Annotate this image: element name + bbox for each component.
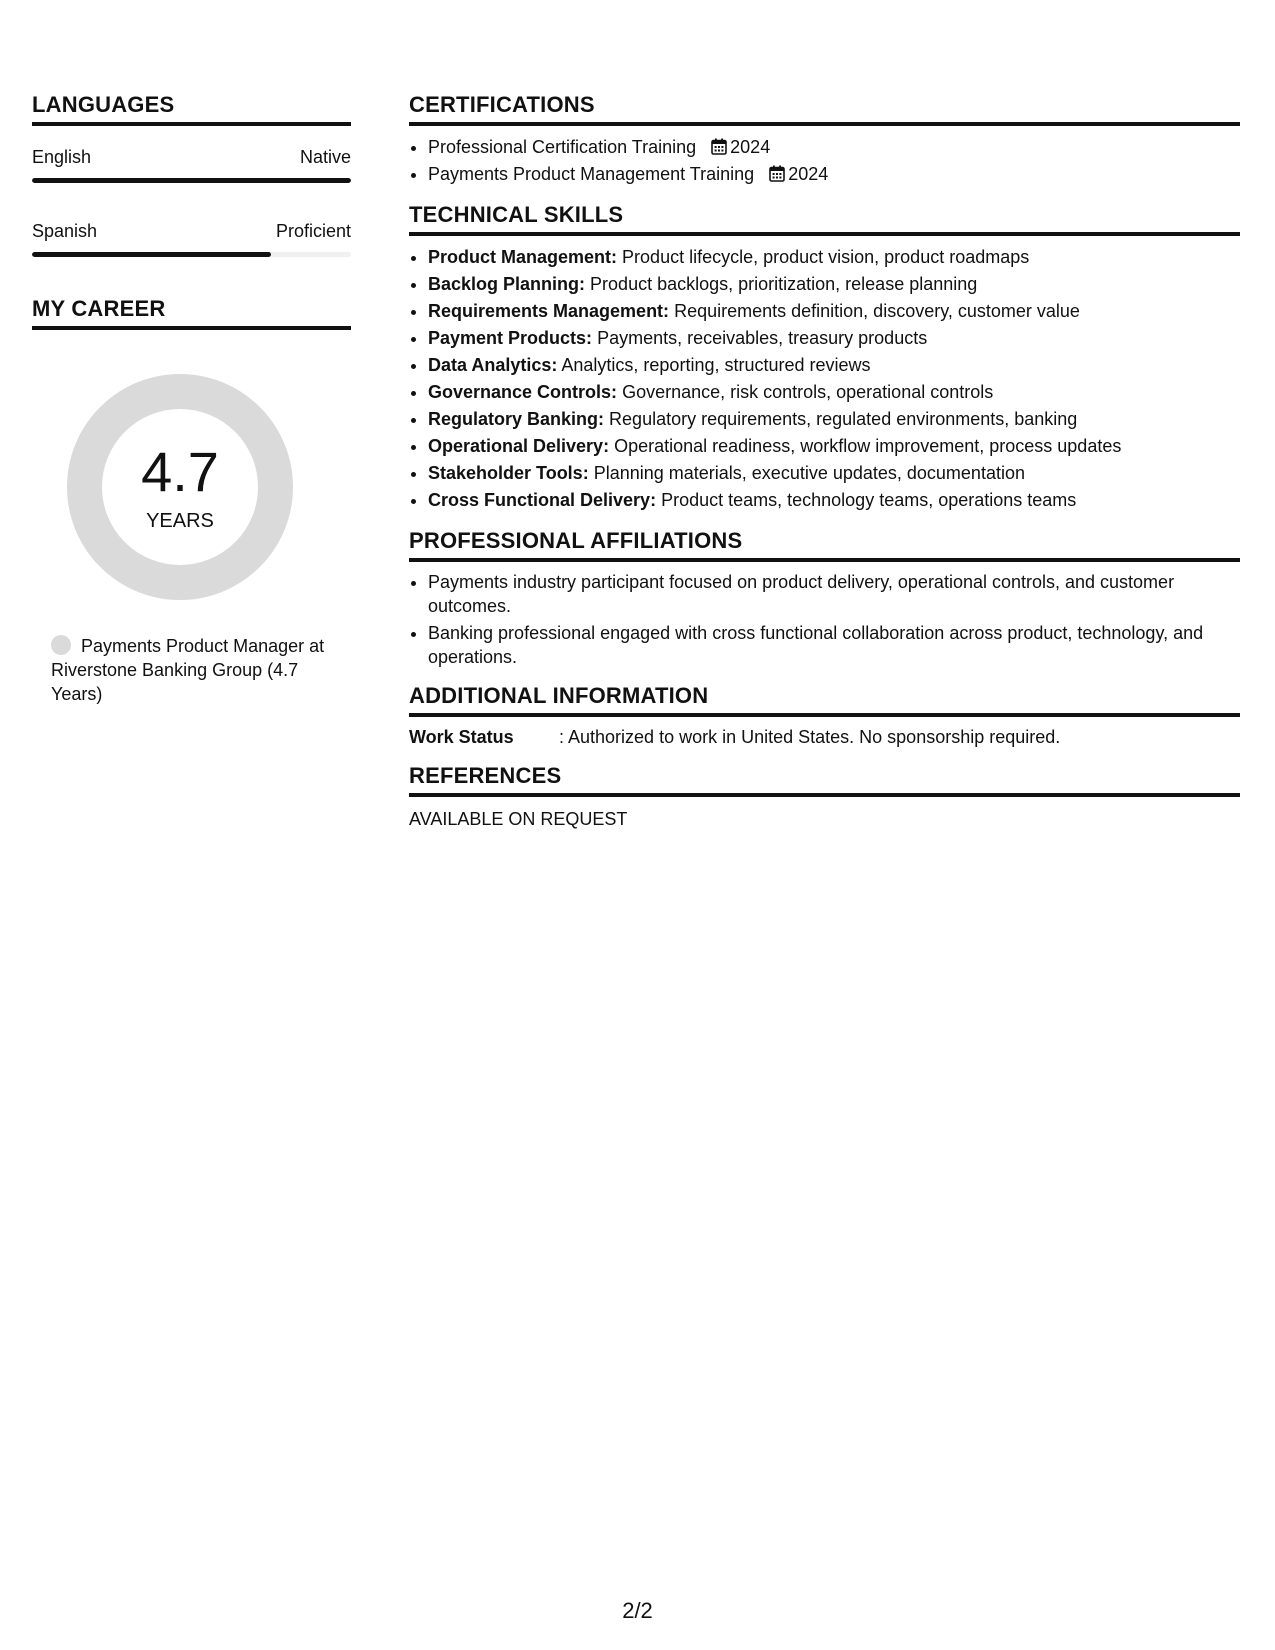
skill-name: Requirements Management: [428, 301, 670, 321]
certifications-heading: CERTIFICATIONS [409, 92, 1240, 126]
skill-item [428, 298, 1240, 325]
career-section [32, 296, 351, 706]
affiliations-heading: PROFESSIONAL AFFILIATIONS [409, 528, 1240, 562]
language-proficiency-fill [32, 178, 351, 183]
additional-info-heading: ADDITIONAL INFORMATION [409, 683, 1240, 717]
language-name: English [32, 147, 92, 167]
skill-detail: Payments, receivables, treasury products [597, 328, 928, 348]
skill-name: Payment Products: [428, 328, 593, 348]
languages-list [32, 146, 351, 257]
affiliations-list [409, 570, 1240, 669]
skill-name: Data Analytics: [428, 355, 558, 375]
skill-name: Governance Controls: [428, 382, 618, 402]
career-total-years: 4.7 [141, 440, 219, 503]
skill-detail: Product backlogs, prioritization, release planning [590, 274, 978, 294]
skill-item [428, 460, 1240, 487]
career-donut-chart [67, 374, 293, 600]
certification-year: 2024 [788, 164, 829, 184]
skill-name: Product Management: [428, 247, 618, 267]
affiliations-section [409, 528, 1240, 669]
language-item [32, 220, 351, 257]
skill-detail: Product lifecycle, product vision, product roadmaps [622, 247, 1030, 267]
language-item [32, 146, 351, 183]
affiliation-item: • Payments industry participant focused on product delivery, operational controls, and customer outcomes. [428, 570, 1240, 618]
certification-name: Payments Product Management Training [428, 164, 755, 184]
career-legend-item [51, 634, 336, 706]
skill-detail: Product teams, technology teams, operations teams [661, 490, 1077, 510]
affiliation-item: • Banking professional engaged with cross functional collaboration across product, technology, and operations. [428, 621, 1240, 669]
certification-item [428, 134, 1240, 161]
language-name: Spanish [32, 221, 98, 241]
skill-detail: Governance, risk controls, operational controls [622, 382, 994, 402]
skill-name: Cross Functional Delivery: [428, 490, 657, 510]
skill-name: Backlog Planning: [428, 274, 586, 294]
certification-year: 2024 [730, 137, 771, 157]
left-column [32, 92, 351, 706]
languages-section [32, 92, 351, 257]
calendar-icon [769, 165, 785, 182]
certification-name: Professional Certification Training [428, 137, 697, 157]
career-legend-text: Payments Product Manager at Riverstone Banking Group (4.7 Years) [51, 636, 325, 704]
references-heading: REFERENCES [409, 763, 1240, 797]
skill-item [428, 433, 1240, 460]
skill-name: Regulatory Banking: [428, 409, 605, 429]
technical-skills-list [409, 244, 1240, 514]
additional-info-section [409, 683, 1240, 749]
skill-item [428, 406, 1240, 433]
technical-skills-section [409, 202, 1240, 514]
certifications-list [409, 134, 1240, 188]
skill-detail: Regulatory requirements, regulated environments, banking [609, 409, 1078, 429]
references-text: AVAILABLE ON REQUEST [409, 809, 628, 829]
skill-item [428, 379, 1240, 406]
technical-skills-heading: TECHNICAL SKILLS [409, 202, 1240, 236]
work-status-row [409, 725, 1240, 749]
skill-detail: Analytics, reporting, structured reviews [561, 355, 871, 375]
skill-item [428, 325, 1240, 352]
references-section [409, 763, 1240, 831]
career-years-label: YEARS [146, 510, 214, 532]
skill-item [428, 271, 1240, 298]
language-level: Native [299, 147, 351, 167]
certifications-section [409, 92, 1240, 188]
skill-detail: Planning materials, executive updates, documentation [593, 463, 1025, 483]
right-column [409, 92, 1240, 845]
skill-item [428, 487, 1240, 514]
language-proficiency-fill [32, 252, 271, 257]
work-status-label: Work Status [409, 727, 514, 747]
language-proficiency-bar [32, 252, 351, 257]
career-legend-dot [51, 635, 71, 655]
languages-heading: LANGUAGES [32, 92, 351, 126]
skill-item [428, 244, 1240, 271]
language-proficiency-bar [32, 178, 351, 183]
skill-detail: Operational readiness, workflow improvement, process updates [614, 436, 1122, 456]
certification-item [428, 161, 1240, 188]
page-number: 2/2 [622, 1598, 653, 1623]
skill-name: Stakeholder Tools: [428, 463, 589, 483]
calendar-icon [711, 138, 727, 155]
language-level: Proficient [275, 221, 351, 241]
work-status-value: : Authorized to work in United States. No sponsorship required. [559, 727, 1061, 747]
skill-item [428, 352, 1240, 379]
career-heading: MY CAREER [32, 296, 351, 330]
skill-detail: Requirements definition, discovery, customer value [674, 301, 1080, 321]
skill-name: Operational Delivery: [428, 436, 610, 456]
